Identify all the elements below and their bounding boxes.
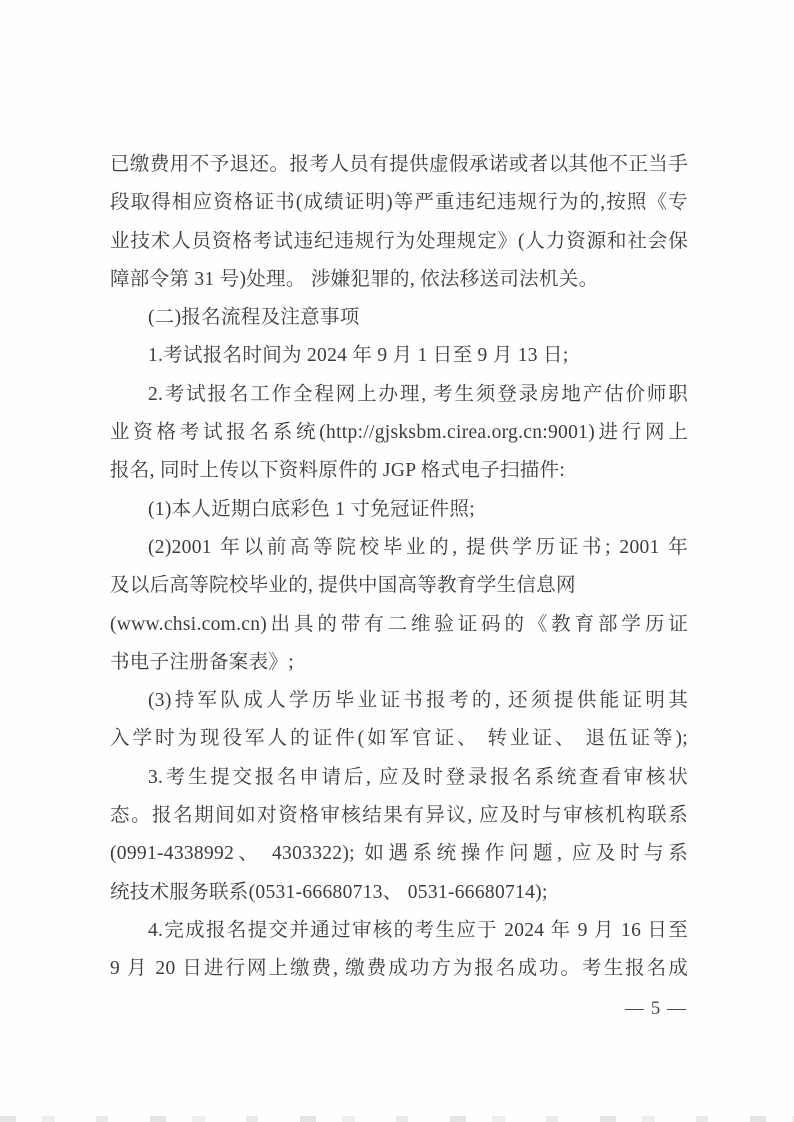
- text-line: (0991-4338992、 4303322); 如遇系统操作问题, 应及时与系: [110, 843, 688, 865]
- text-line: 9 月 20 日进行网上缴费, 缴费成功方为报名成功。考生报名成: [110, 958, 688, 980]
- text-line: 业技术人员资格考试违纪违规行为处理规定》(人力资源和社会保: [110, 230, 688, 252]
- text-line: 3.考生提交报名申请后, 应及时登录报名系统查看审核状: [148, 766, 688, 788]
- text-line: (3)持军队成人学历毕业证书报考的, 还须提供能证明其: [148, 690, 688, 712]
- text-line: 4.完成报名提交并通过审核的考生应于 2024 年 9 月 16 日至: [148, 919, 688, 941]
- text-line: 报名, 同时上传以下资料原件的 JGP 格式电子扫描件:: [110, 460, 566, 482]
- text-line: 入学时为现役军人的证件(如军官证、 转业证、 退伍证等);: [110, 728, 688, 750]
- text-line: 2.考试报名工作全程网上办理, 考生须登录房地产估价师职: [148, 383, 688, 405]
- text-line: (www.chsi.com.cn)出具的带有二维验证码的《教育部学历证: [110, 613, 688, 635]
- text-line: 障部令第 31 号)处理。 涉嫌犯罪的, 依法移送司法机关。: [110, 268, 599, 290]
- text-line: (2)2001 年以前高等院校毕业的, 提供学历证书; 2001 年: [148, 536, 688, 558]
- text-line: (二)报名流程及注意事项: [148, 307, 360, 329]
- text-line: (1)本人近期白底彩色 1 寸免冠证件照;: [148, 498, 475, 520]
- document-body: [110, 146, 688, 989]
- text-line: 段取得相应资格证书(成绩证明)等严重违纪违规行为的,按照《专: [110, 192, 688, 214]
- scanner-noise-artifact: [0, 1116, 794, 1122]
- text-line: 及以后高等院校毕业的, 提供中国高等教育学生信息网: [110, 575, 576, 597]
- text-line: 书电子注册备案表》;: [110, 651, 294, 673]
- text-line: 1.考试报名时间为 2024 年 9 月 1 日至 9 月 13 日;: [148, 345, 569, 367]
- text-line: 态。报名期间如对资格审核结果有异议, 应及时与审核机构联系: [110, 805, 688, 827]
- text-line: 业资格考试报名系统(http://gjsksbm.cirea.org.cn:9001)进行网上: [110, 422, 688, 444]
- page-number: — 5 —: [625, 998, 687, 1019]
- text-line: 已缴费用不予退还。报考人员有提供虚假承诺或者以其他不正当手: [110, 154, 688, 175]
- text-line: 统技术服务联系(0531-66680713、 0531-66680714);: [110, 881, 548, 903]
